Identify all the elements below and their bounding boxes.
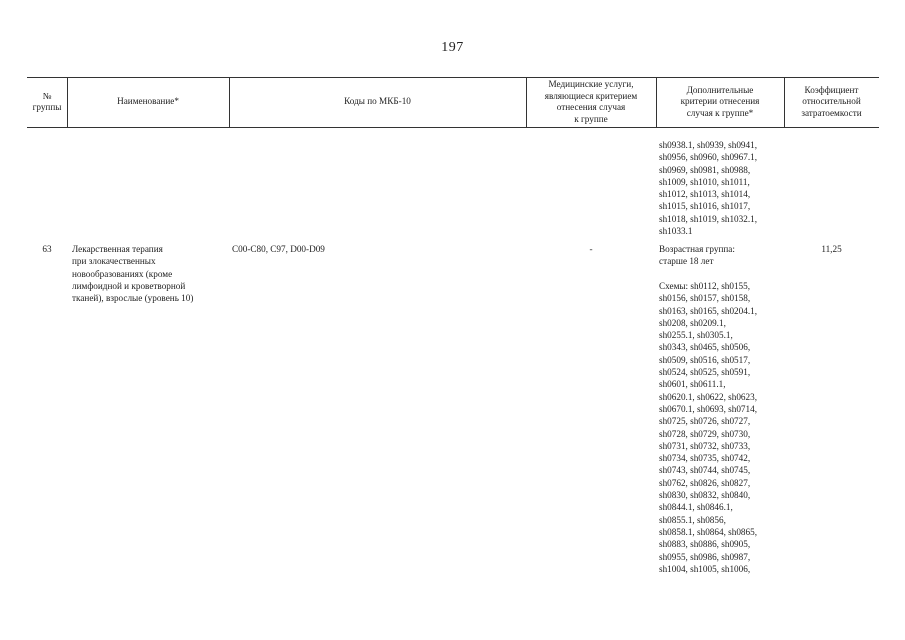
header-group-number: № группы [32,90,62,112]
header-medical-services: Медицинские услуги, являющиеся критерием отнесения случая к группе [544,79,638,124]
row-age-criterion: Возрастная группа: старше 18 лет [659,244,735,267]
row-schemes: Схемы: sh0112, sh0155, sh0156, sh0157, sh0158, sh0163, sh0165, sh0204.1, sh0208, sh0209.1, sh0255.1, sh0305.1, sh0343, sh0465, sh0506, sh0509, sh0516, sh0517, sh0524, sh0525, sh0591, sh0601, sh0611.1, sh0620.1, sh0622, sh0623, sh0670.1, sh0693, sh0714, sh0725, sh0726, sh0727, sh0728, sh0729, sh0730, sh0731, sh0732, sh0733, sh0734, sh0735, sh0742, sh0743, sh0744, sh0745, sh0762, sh0826, sh0827, sh0830, sh0832, sh0840, sh0844.1, sh0846.1, sh0855.1, sh0856, sh0858.1, sh0864, sh0865, sh0883, sh0886, sh0905, sh0955, sh0986, sh0987, sh1004, sh1005, sh1006, [659,281,758,574]
header-cost-coefficient: Коэффициент относительной затратоемкости [801,84,862,118]
header-bottom-rule [27,127,879,128]
header-name: Наименование* [117,96,179,107]
row-cost-coefficient: 11,25 [821,244,842,254]
criteria-continuation: sh0938.1, sh0939, sh0941, sh0956, sh0960, sh0967.1, sh0969, sh0981, sh0988, sh1009, sh1010, sh1011, sh1012, sh1013, sh1014, sh1015, sh1016, sh1017, sh1018, sh1019, sh1032.1, sh1033.1 [659,140,758,237]
page-number: 197 [441,40,464,55]
header-additional-criteria: Дополнительные критерии отнесения случая к группе* [680,84,760,118]
row-group-number: 63 [42,244,52,254]
row-medical-services: - [589,244,593,254]
header-icd-codes: Коды по МКБ-10 [344,96,411,107]
row-icd-codes: C00-C80, C97, D00-D09 [232,244,325,254]
row-name: Лекарственная терапия при злокачественных новообразованиях (кроме лимфоидной и кроветворной тканей), взрослые (уровень 10) [72,244,194,304]
